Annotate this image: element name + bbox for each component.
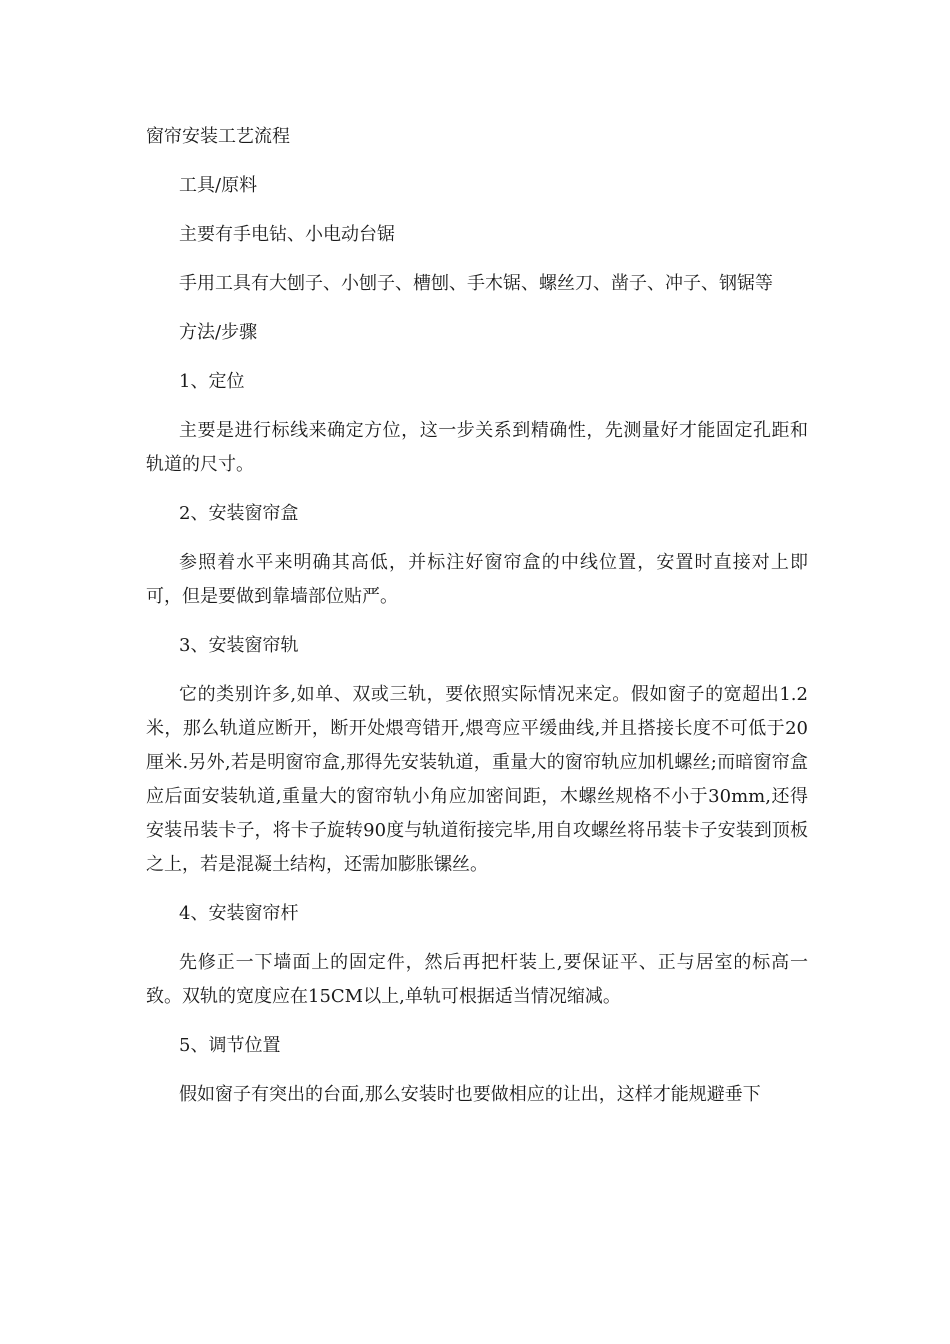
step-paragraph-4: 先修正一下墙面上的固定件，然后再把杆装上,要保证平、正与居室的标高一致。双轨的宽度应在15CM以上,单轨可根据适当情况缩减。 xyxy=(146,952,808,1007)
section-heading-tools: 工具/原料 xyxy=(179,175,258,196)
step-paragraph-5: 假如窗子有突出的台面,那么安装时也要做相应的让出，这样才能规避垂下 xyxy=(179,1084,761,1105)
document-body xyxy=(146,120,808,1127)
step-heading-4: 4、安装窗帘杆 xyxy=(179,903,299,924)
step-paragraph-3: 它的类别许多,如单、双或三轨，要依照实际情况来定。假如窗子的宽超出1.2米，那么轨道应断开，断开处煨弯错开,煨弯应平缓曲线,并且搭接长度不可低于20厘米.另外,若是明窗帘盒,那得先安装轨道，重量大的窗帘轨应加机螺丝;而暗窗帘盒应后面安装轨道,重量大的窗帘轨小角应加密间距，木螺丝规格不小于30mm,还得安装吊装卡子，将卡子旋转90度与轨道衔接完毕,用自攻螺丝将吊装卡子安装到顶板之上，若是混凝土结构，还需加膨胀镙丝。 xyxy=(146,684,808,875)
step-paragraph-1: 主要是进行标线来确定方位，这一步关系到精确性，先测量好才能固定孔距和轨道的尺寸。 xyxy=(146,420,808,475)
step-heading-2: 2、安装窗帘盒 xyxy=(179,503,299,524)
paragraph-power-tools: 主要有手电钻、小电动台锯 xyxy=(179,224,395,245)
step-paragraph-2: 参照着水平来明确其高低，并标注好窗帘盒的中线位置，安置时直接对上即可，但是要做到靠墙部位贴严。 xyxy=(146,552,808,607)
paragraph-hand-tools: 手用工具有大刨子、小刨子、槽刨、手木锯、螺丝刀、凿子、冲子、钢锯等 xyxy=(179,273,773,294)
section-heading-method: 方法/步骤 xyxy=(179,322,258,343)
step-heading-3: 3、安装窗帘轨 xyxy=(179,635,299,656)
document-title: 窗帘安装工艺流程 xyxy=(146,126,290,147)
step-heading-1: 1、定位 xyxy=(179,371,245,392)
step-heading-5: 5、调节位置 xyxy=(179,1035,281,1056)
